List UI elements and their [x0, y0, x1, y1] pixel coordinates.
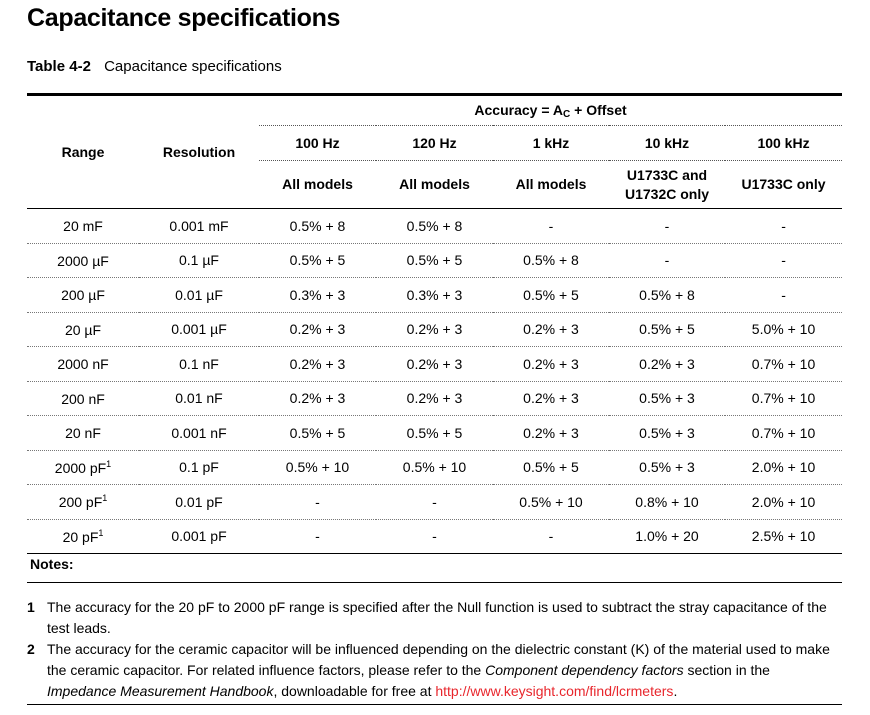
range-value: 2000 pF	[54, 459, 107, 476]
range-value: 200 µF	[61, 287, 105, 304]
accuracy-cell: 0.2% + 3	[523, 424, 579, 441]
resolution-cell: 0.01 pF	[175, 493, 223, 510]
range-cell	[27, 347, 139, 382]
accuracy-cell: 0.8% + 10	[635, 493, 699, 510]
accuracy-cell: -	[432, 528, 437, 545]
accuracy-cell: -	[548, 217, 554, 234]
range-value: 2000 nF	[57, 356, 109, 373]
accuracy-cell: -	[432, 493, 437, 510]
resolution-cell: 0.1 pF	[179, 459, 219, 476]
accuracy-cell: 0.5% + 10	[402, 459, 467, 476]
table-row	[27, 416, 842, 451]
accuracy-cell: 0.5% + 10	[519, 493, 583, 510]
table-row	[27, 485, 842, 520]
footnote-marker: 1	[106, 458, 112, 469]
header-resolution: Resolution	[139, 96, 259, 209]
accuracy-cell: 0.2% + 3	[289, 355, 346, 372]
capacitance-spec-table	[27, 96, 842, 554]
accuracy-cell: 0.3% + 3	[289, 286, 346, 303]
note-1-number: 1	[27, 599, 35, 615]
table-row	[27, 519, 842, 554]
notes-rule	[27, 582, 842, 583]
accuracy-cell: 0.5% + 10	[285, 459, 350, 476]
notes-title: Notes:	[30, 556, 74, 572]
resolution-cell: 0.1 µF	[179, 252, 219, 269]
range-value: 20 mF	[63, 218, 103, 235]
table-caption-title: Capacitance specifications	[104, 58, 282, 75]
accuracy-prefix: Accuracy = A	[474, 101, 563, 118]
bottom-rule	[27, 704, 842, 705]
note-2-text	[47, 639, 842, 702]
accuracy-cell: 0.5% + 5	[289, 252, 346, 269]
accuracy-cell: 5.0% + 10	[751, 321, 816, 338]
resolution-cell: 0.001 mF	[169, 217, 229, 234]
note-2-italic-component-factors: Component dependency factors	[485, 662, 684, 678]
resolution-cell: 0.001 pF	[171, 528, 227, 545]
note-2-italic-handbook: Impedance Measurement Handbook	[47, 683, 274, 699]
accuracy-cell: -	[315, 528, 320, 545]
table-number: Table 4-2	[27, 58, 91, 75]
range-cell	[27, 519, 139, 554]
accuracy-cell: 0.5% + 5	[406, 252, 463, 269]
accuracy-cell: 0.5% + 8	[639, 286, 695, 303]
accuracy-cell: 0.7% + 10	[751, 355, 816, 372]
header-freq-100khz: 100 kHz	[725, 126, 842, 161]
note-2-text-c: , downloadable for free at	[273, 683, 436, 699]
models-10khz-line1: U1733C and	[626, 166, 708, 183]
header-freq-100hz: 100 Hz	[259, 126, 376, 161]
accuracy-cell: 0.5% + 5	[639, 321, 695, 338]
note-2-number: 2	[27, 641, 35, 657]
accuracy-cell: 0.5% + 5	[406, 424, 463, 441]
footnote-marker: 1	[98, 527, 104, 538]
accuracy-cell: 0.2% + 3	[639, 355, 695, 372]
accuracy-cell: 0.2% + 3	[289, 321, 346, 338]
header-freq-120hz: 120 Hz	[376, 126, 493, 161]
accuracy-cell: 0.3% + 3	[406, 286, 463, 303]
range-value: 20 µF	[64, 321, 102, 338]
accuracy-cell: 0.2% + 3	[289, 390, 346, 407]
resolution-cell: 0.01 nF	[175, 390, 223, 407]
range-value: 200 pF	[58, 494, 103, 511]
header-range: Range	[27, 96, 139, 209]
table-row	[27, 381, 842, 416]
range-cell	[27, 243, 139, 278]
range-cell	[27, 450, 139, 485]
range-cell	[27, 312, 139, 347]
range-value: 2000 µF	[57, 252, 109, 269]
page-title: Capacitance specifications	[27, 4, 341, 32]
accuracy-cell: 0.7% + 10	[751, 424, 816, 441]
header-models-10khz	[609, 161, 725, 209]
accuracy-cell: 0.5% + 8	[289, 217, 346, 234]
range-cell	[27, 209, 139, 244]
resolution-cell: 0.001 nF	[171, 424, 227, 441]
accuracy-cell: 0.2% + 3	[523, 321, 579, 338]
table-row	[27, 243, 842, 278]
note-2-text-a: The accuracy for the ceramic capacitor will be influenced depending on the dielectric constant (K) of the material used to make the ceramic capacitor. For related influence factors, please refer to the	[47, 641, 830, 678]
accuracy-cell: 0.5% + 3	[639, 424, 695, 441]
accuracy-cell: 0.2% + 3	[406, 355, 463, 372]
resolution-cell: 0.001 µF	[171, 321, 227, 338]
table-row	[27, 450, 842, 485]
header-models-120hz: All models	[376, 161, 493, 209]
resolution-cell: 0.01 µF	[175, 286, 223, 303]
accuracy-cell: 0.2% + 3	[523, 355, 579, 372]
note-1	[27, 597, 842, 639]
range-cell	[27, 416, 139, 451]
accuracy-cell: 0.2% + 3	[523, 390, 579, 407]
accuracy-cell: -	[548, 528, 554, 545]
range-cell	[27, 381, 139, 416]
accuracy-cell: 2.0% + 10	[751, 493, 816, 510]
accuracy-cell: 0.2% + 3	[406, 321, 463, 338]
header-models-100khz: U1733C only	[725, 161, 842, 209]
accuracy-cell: 0.2% + 3	[406, 390, 463, 407]
range-value: 20 nF	[65, 425, 101, 442]
range-cell	[27, 485, 139, 520]
table-row	[27, 278, 842, 313]
accuracy-cell: -	[664, 217, 670, 234]
accuracy-suffix: + Offset	[570, 101, 627, 118]
accuracy-cell: 0.5% + 5	[523, 286, 579, 303]
note-2-text-d: .	[673, 683, 678, 699]
table-row	[27, 312, 842, 347]
header-freq-1khz: 1 kHz	[493, 126, 609, 161]
accuracy-cell: 0.7% + 10	[751, 390, 816, 407]
header-accuracy	[259, 96, 842, 126]
accuracy-cell: -	[781, 286, 786, 303]
table-row	[27, 209, 842, 244]
accuracy-subscript: C	[563, 108, 571, 120]
accuracy-cell: 0.5% + 3	[639, 459, 695, 476]
footnote-marker: 1	[102, 493, 108, 504]
accuracy-cell: -	[315, 493, 320, 510]
header-models-1khz: All models	[493, 161, 609, 209]
accuracy-cell: 2.5% + 10	[751, 528, 816, 545]
header-freq-10khz: 10 kHz	[609, 126, 725, 161]
accuracy-cell: 0.5% + 5	[523, 459, 579, 476]
accuracy-cell: 0.5% + 3	[639, 390, 695, 407]
note-2-text-b: section in the	[683, 662, 770, 678]
table-caption	[27, 58, 282, 75]
accuracy-cell: -	[664, 252, 670, 269]
accuracy-cell: -	[781, 252, 786, 269]
range-value: 20 pF	[62, 528, 99, 545]
range-cell	[27, 278, 139, 313]
accuracy-cell: 2.0% + 10	[751, 459, 816, 476]
note-1-text: The accuracy for the 20 pF to 2000 pF range is specified after the Null function is used to subtract the stray capacitance of the test leads.	[47, 599, 827, 636]
note-2	[27, 639, 842, 702]
header-models-100hz: All models	[259, 161, 376, 209]
accuracy-cell: 0.5% + 8	[523, 252, 579, 269]
accuracy-cell: 0.5% + 5	[289, 424, 346, 441]
keysight-link[interactable]: http://www.keysight.com/find/lcrmeters	[435, 683, 674, 699]
range-value: 200 nF	[61, 390, 105, 407]
accuracy-cell: 1.0% + 20	[635, 528, 699, 545]
resolution-cell: 0.1 nF	[179, 355, 219, 372]
models-10khz-line2: U1732C only	[624, 185, 710, 202]
accuracy-cell: 0.5% + 8	[406, 217, 463, 234]
accuracy-cell: -	[781, 217, 786, 234]
table-row	[27, 347, 842, 382]
